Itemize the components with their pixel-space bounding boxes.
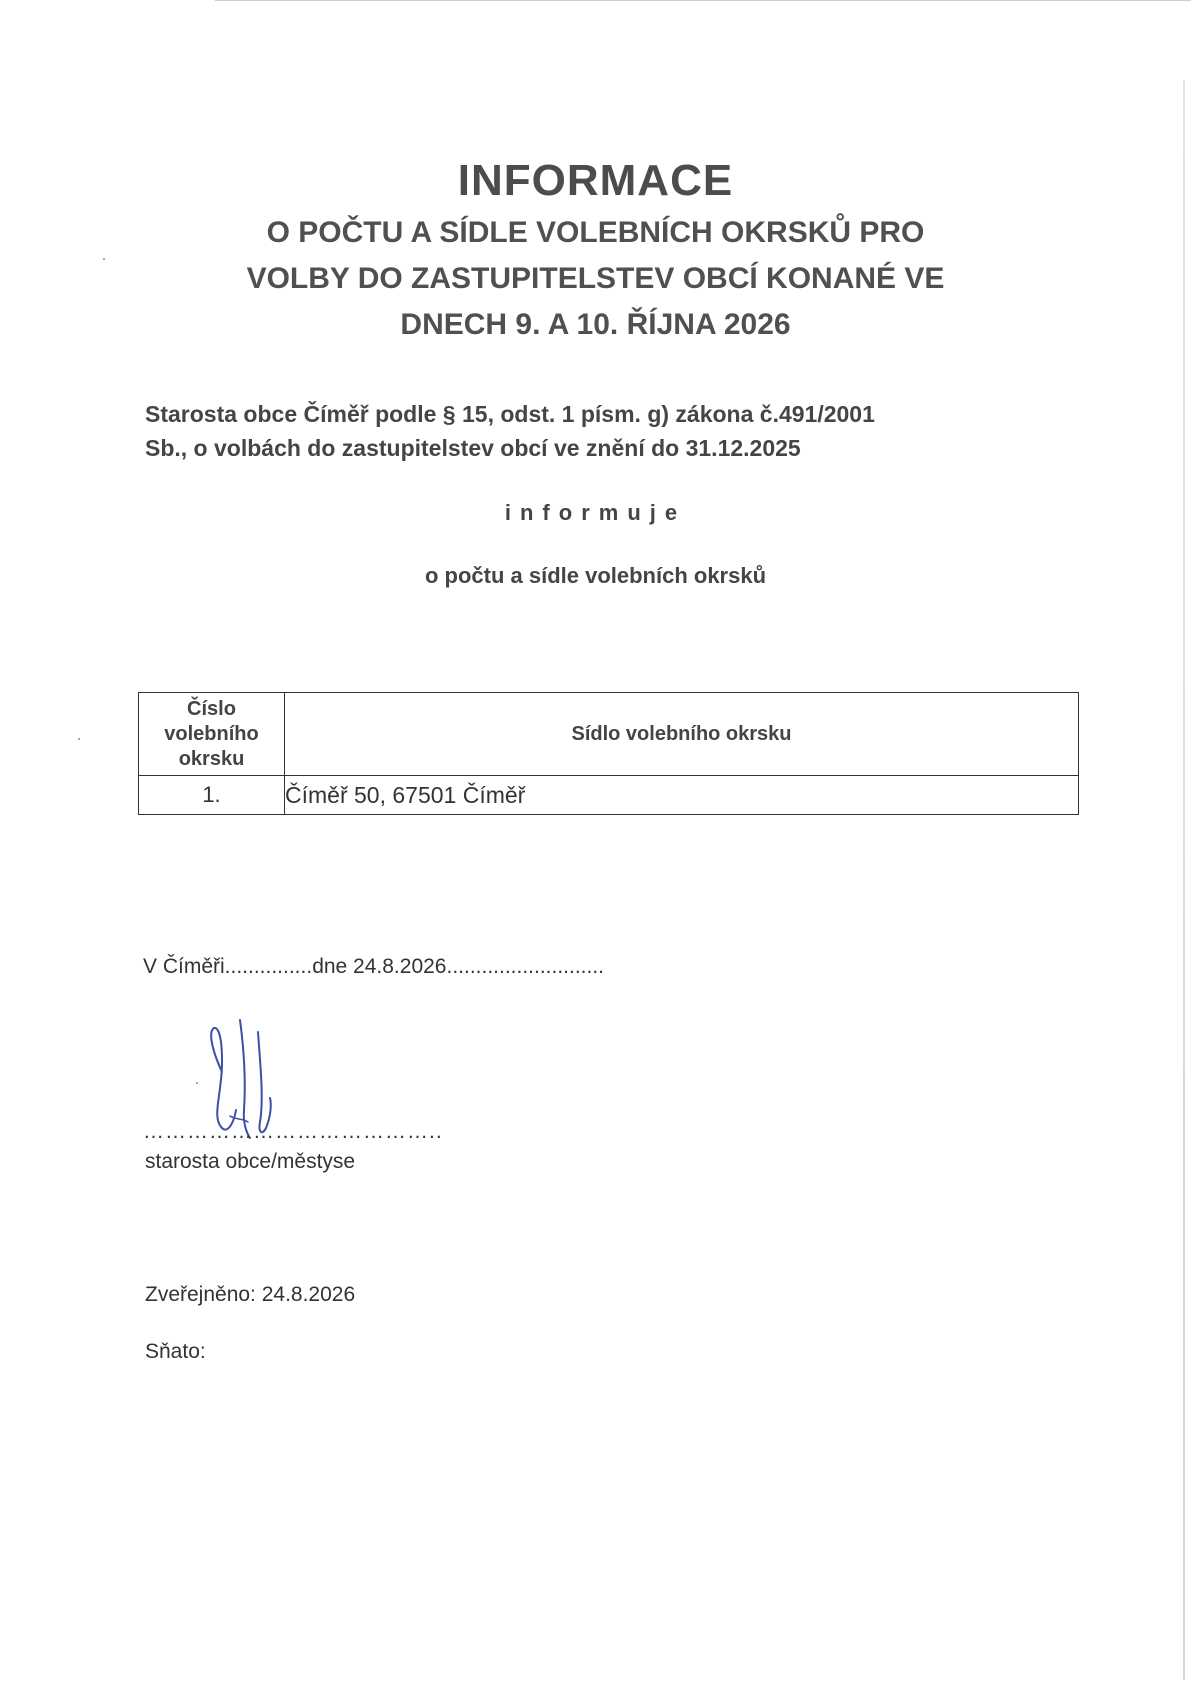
header-number-line: okrsku [178, 747, 245, 770]
document-title: INFORMACE [457, 156, 734, 205]
subject-line: o počtu a sídle volebních okrsků [424, 563, 767, 588]
subtitle-line: DNECH 9. A 10. ŘÍJNA 2026 [400, 308, 791, 341]
district-seat: Číměř 50, 67501 Číměř [285, 776, 1079, 815]
scan-speck [103, 258, 105, 260]
signature-line: ………………………………….. [143, 1120, 443, 1143]
place-and-date: V Číměři...............dne 24.8.2026........................... [143, 955, 605, 978]
districts-table [138, 692, 1079, 815]
scan-speck [196, 1082, 198, 1084]
intro-line: Starosta obce Číměř podle § 15, odst. 1 písm. g) zákona č.491/2001 [145, 401, 875, 427]
removed-date: Sňato: [145, 1340, 206, 1363]
header-district-seat: Sídlo volebního okrsku [285, 693, 1079, 776]
scan-speck [78, 738, 80, 740]
scan-edge-right [1183, 80, 1185, 1680]
header-number-line: Číslo [187, 697, 236, 720]
signature-role: starosta obce/městyse [145, 1150, 356, 1173]
header-district-number [139, 693, 285, 776]
informuje-heading: informuje [504, 500, 687, 525]
table-row [139, 776, 1079, 815]
subtitle-line: O POČTU A SÍDLE VOLEBNÍCH OKRSKŮ PRO [266, 216, 925, 249]
intro-paragraph [145, 397, 1075, 465]
table-header-row [139, 693, 1079, 776]
intro-line: Sb., o volbách do zastupitelstev obcí ve znění do 31.12.2025 [145, 435, 801, 461]
header-number-line: volebního [164, 722, 259, 745]
subtitle-line: VOLBY DO ZASTUPITELSTEV OBCÍ KONANÉ VE [246, 262, 945, 295]
published-date: Zveřejněno: 24.8.2026 [145, 1283, 356, 1306]
document-subtitle [150, 210, 1041, 348]
district-number: 1. [139, 776, 285, 815]
scan-edge-top [215, 0, 1191, 1]
